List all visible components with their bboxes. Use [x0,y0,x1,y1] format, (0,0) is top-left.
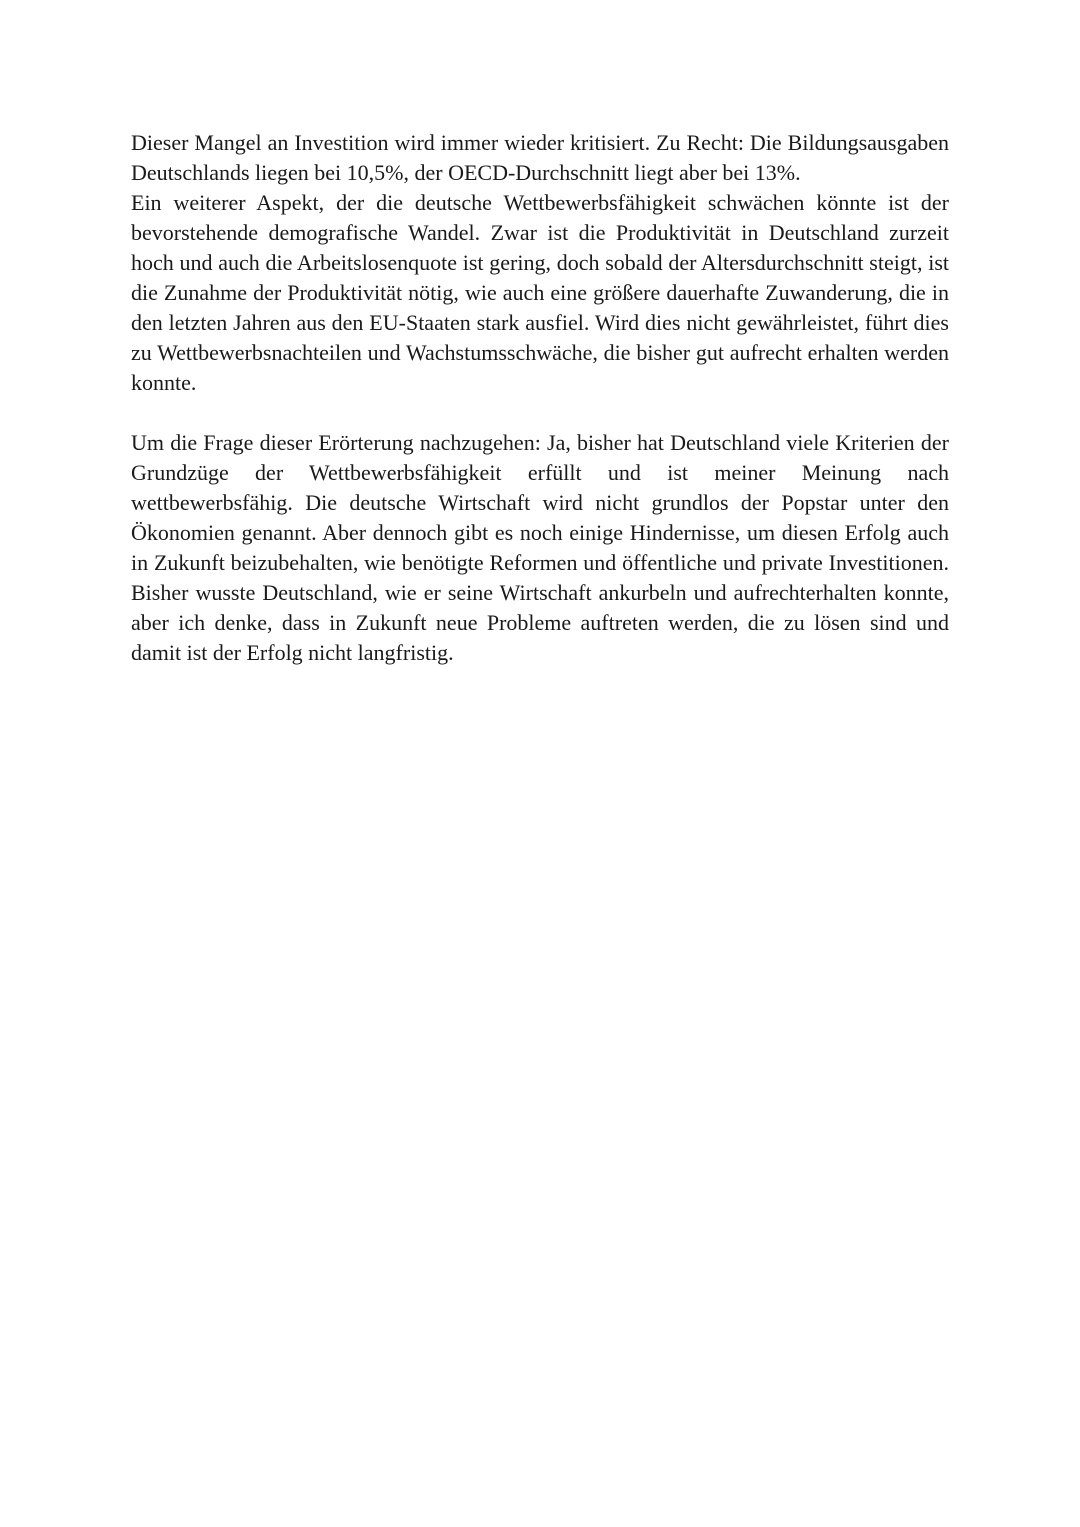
paragraph-investment: Dieser Mangel an Investition wird immer wieder kritisiert. Zu Recht: Die Bildungsausgaben Deutschlands liegen bei 10,5%, der OECD-Durchschnitt liegt aber bei 13%. [131,130,949,185]
paragraph-conclusion: Um die Frage dieser Erörterung nachzugehen: Ja, bisher hat Deutschland viele Kriterien der Grundzüge der Wettbewerbsfähigkeit erfüllt und ist meiner Meinung nach wettbewerbsfähig. Die deutsche Wirtschaft wird nicht grundlos der Popstar unter den Ökonomien genannt. Aber dennoch gibt es noch einige Hindernisse, um diesen Erfolg auch in Zukunft beizubehalten, wie benötigte Reformen und öffentliche und private Investitionen. Bisher wusste Deutschland, wie er seine Wirtschaft ankurbeln und aufrechterhalten konnte, aber ich denke, dass in Zukunft neue Probleme auftreten werden, die zu lösen sind und damit ist der Erfolg nicht langfristig. [131,430,949,665]
paragraph-demographic-change: Ein weiterer Aspekt, der die deutsche Wettbewerbsfähigkeit schwächen könnte ist der bevorstehende demografische Wandel. Zwar ist die Produktivität in Deutschland zurzeit hoch und auch die Arbeitslosenquote ist gering, doch sobald der Altersdurchschnitt steigt, ist die Zunahme der Produktivität nötig, wie auch eine größere dauerhafte Zuwanderung, die in den letzten Jahren aus den EU-Staaten stark ausfiel. Wird dies nicht gewährleistet, führt dies zu Wettbewerbsnachteilen und Wachstumsschwäche, die bisher gut aufrecht erhalten werden konnte. [131,190,949,395]
document-body [131,128,949,668]
